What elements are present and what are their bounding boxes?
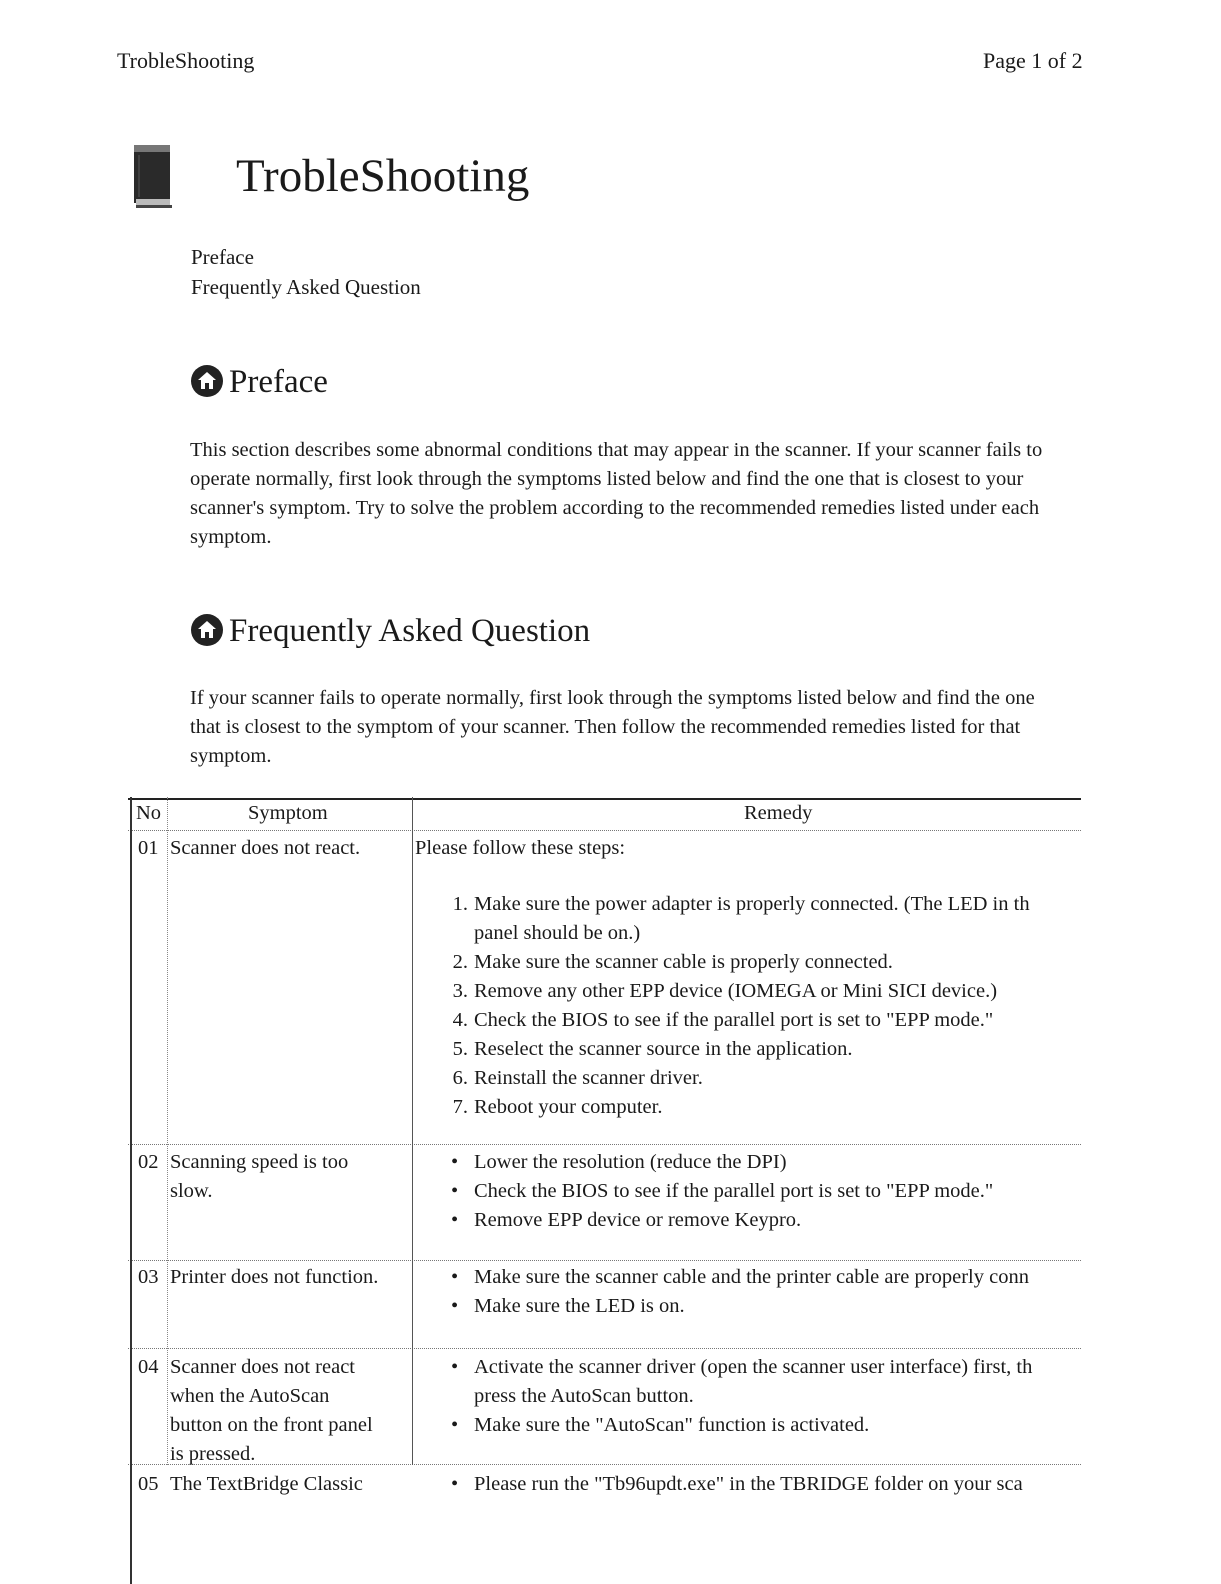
toc-link-faq[interactable]: Frequently Asked Question [191, 275, 421, 299]
table-rule [412, 797, 413, 1465]
page-number: Page 1 of 2 [983, 48, 1083, 73]
table-rule [130, 797, 132, 1584]
remedy-cell [415, 834, 1081, 1122]
list-item: 2. Make sure the scanner cable is properly connected. [452, 951, 893, 973]
list-item: • Please run the "Tb96updt.exe" in the TBRIDGE folder on your sca [451, 1473, 1023, 1495]
list-item: • Activate the scanner driver (open the scanner user interface) first, th press the AutoScan button. [451, 1356, 1033, 1407]
table-rule [128, 1260, 1081, 1261]
list-item: 7. Reboot your computer. [452, 1096, 663, 1118]
book-icon [133, 143, 173, 209]
list-item: • Make sure the LED is on. [451, 1295, 685, 1317]
list-item: • Lower the resolution (reduce the DPI) [451, 1151, 787, 1173]
faq-table [128, 797, 1081, 1584]
symptom-text: Printer does not function. [170, 1266, 379, 1288]
running-header-title: TrobleShooting [117, 48, 255, 73]
column-header-no: No [136, 802, 162, 824]
faq-text: If your scanner fails to operate normally, first look through the symptoms listed below and find the one that is closest to the symptom of your scanner. Then follow the recommended remedies listed for that symptom. [190, 687, 1035, 767]
row-number: 04 [138, 1356, 159, 1378]
table-rule [128, 830, 1081, 831]
list-item: • Check the BIOS to see if the parallel port is set to "EPP mode." [451, 1180, 994, 1202]
list-item: 1. Make sure the power adapter is properly connected. (The LED in th panel should be on.) [452, 893, 1030, 944]
remedy-cell [438, 1148, 1081, 1235]
row-number: 03 [138, 1266, 159, 1288]
home-icon[interactable] [190, 613, 224, 647]
faq-heading [190, 611, 590, 651]
list-item: 3. Remove any other EPP device (IOMEGA or Mini SICI device.) [452, 980, 998, 1002]
symptom-text: The TextBridge Classic [170, 1473, 363, 1495]
preface-text: This section describes some abnormal conditions that may appear in the scanner. If your scanner fails to operate normally, first look through the symptoms listed below and find the one that is closest to your scanner's symptom. Try to solve the problem according to the recommended remedies listed under each symptom. [190, 439, 1043, 548]
symptom-text: Scanner does not react. [170, 837, 361, 859]
symptom-text: Scanner does not react when the AutoScan button on the front panel is pressed. [170, 1356, 373, 1465]
column-header-remedy: Remedy [744, 802, 813, 824]
list-item: • Make sure the "AutoScan" function is activated. [451, 1414, 870, 1436]
row-number: 05 [138, 1473, 159, 1495]
column-header-symptom: Symptom [248, 802, 328, 824]
list-item: • Remove EPP device or remove Keypro. [451, 1209, 802, 1231]
symptom-text: Scanning speed is too slow. [170, 1151, 349, 1202]
home-icon[interactable] [190, 364, 224, 398]
table-rule [167, 797, 168, 1465]
list-item: 4. Check the BIOS to see if the parallel port is set to "EPP mode." [452, 1009, 994, 1031]
remedy-intro: Please follow these steps: [415, 837, 626, 859]
list-item: 5. Reselect the scanner source in the application. [452, 1038, 853, 1060]
preface-heading [190, 362, 328, 402]
table-rule [128, 1144, 1081, 1145]
remedy-cell [438, 1470, 1081, 1499]
preface-heading-text: Preface [229, 364, 328, 400]
table-rule [128, 1348, 1081, 1349]
list-item: • Make sure the scanner cable and the printer cable are properly conn [451, 1266, 1029, 1288]
toc-link-preface[interactable]: Preface [191, 245, 254, 269]
remedy-cell [438, 1353, 1081, 1440]
page-title: TrobleShooting [236, 150, 530, 202]
remedy-cell [438, 1263, 1081, 1321]
table-of-contents [191, 242, 421, 302]
list-item: 6. Reinstall the scanner driver. [452, 1067, 703, 1089]
faq-heading-text: Frequently Asked Question [229, 613, 591, 649]
row-number: 02 [138, 1151, 159, 1173]
row-number: 01 [138, 837, 159, 859]
